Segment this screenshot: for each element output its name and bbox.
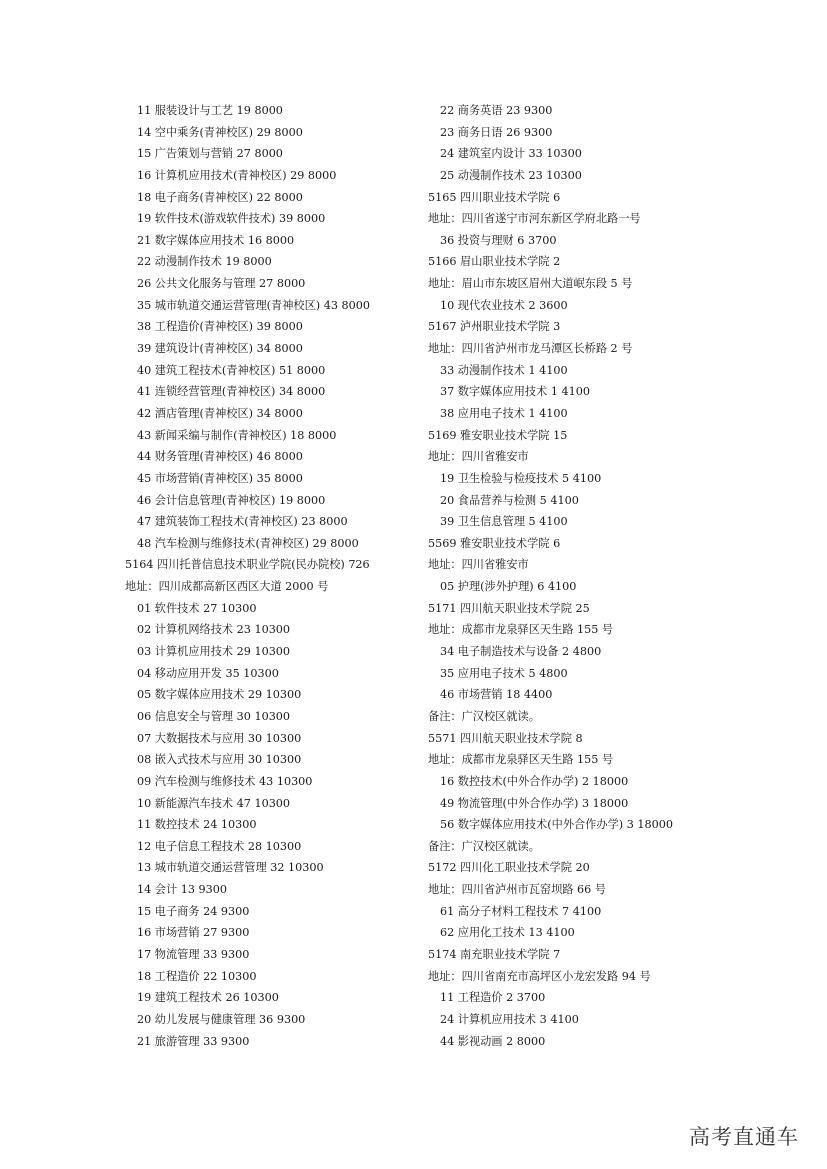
program-line: 22 动漫制作技术 19 8000 xyxy=(137,255,272,269)
program-line: 05 护理(涉外护理) 6 4100 xyxy=(440,580,577,594)
program-line: 36 投资与理财 6 3700 xyxy=(440,233,557,247)
program-line: 14 空中乘务(青神校区) 29 8000 xyxy=(137,125,303,139)
program-line: 09 汽车检测与维修技术 43 10300 xyxy=(137,774,313,788)
program-line: 38 工程造价(青神校区) 39 8000 xyxy=(137,320,303,334)
school-info-line: 地址：四川省遂宁市河东新区学府北路一号 xyxy=(428,212,641,226)
program-line: 24 建筑室内设计 33 10300 xyxy=(440,147,582,161)
program-line: 39 建筑设计(青神校区) 34 8000 xyxy=(137,342,303,356)
school-info-line: 5569 雅安职业技术学院 6 xyxy=(428,536,561,550)
program-line: 19 软件技术(游戏软件技术) 39 8000 xyxy=(137,212,326,226)
program-line: 10 新能源汽车技术 47 10300 xyxy=(137,796,291,810)
program-line: 04 移动应用开发 35 10300 xyxy=(137,666,279,680)
program-line: 47 建筑装饰工程技术(青神校区) 23 8000 xyxy=(137,515,348,529)
school-info-line: 5174 南充职业技术学院 7 xyxy=(428,947,561,961)
program-line: 37 数字媒体应用技术 1 4100 xyxy=(440,385,590,399)
watermark-logo: 高考直通车 xyxy=(689,1125,799,1149)
school-info-line: 地址：四川省雅安市 xyxy=(428,558,529,572)
school-info-line: 5171 四川航天职业技术学院 25 xyxy=(428,601,590,615)
program-line: 18 工程造价 22 10300 xyxy=(137,969,257,983)
program-line: 44 财务管理(青神校区) 46 8000 xyxy=(137,450,303,464)
program-line: 56 数字媒体应用技术(中外合作办学) 3 18000 xyxy=(440,818,673,832)
school-info-line: 5169 雅安职业技术学院 15 xyxy=(428,428,568,442)
program-line: 02 计算机网络技术 23 10300 xyxy=(137,623,291,637)
school-info-line: 5172 四川化工职业技术学院 20 xyxy=(428,861,590,875)
program-line: 33 动漫制作技术 1 4100 xyxy=(440,363,568,377)
program-line: 62 应用化工技术 13 4100 xyxy=(440,926,575,940)
program-line: 11 服装设计与工艺 19 8000 xyxy=(137,104,283,117)
program-line: 16 数控技术(中外合作办学) 2 18000 xyxy=(440,774,629,788)
program-line: 18 电子商务(青神校区) 22 8000 xyxy=(137,190,303,204)
program-line: 24 计算机应用技术 3 4100 xyxy=(440,1012,579,1026)
program-line: 14 会计 13 9300 xyxy=(137,883,227,897)
program-line: 17 物流管理 33 9300 xyxy=(137,947,250,961)
program-line: 01 软件技术 27 10300 xyxy=(137,601,257,615)
school-info-line: 地址：四川省泸州市龙马潭区长桥路 2 号 xyxy=(428,342,633,356)
program-line: 34 电子制造技术与设备 2 4800 xyxy=(440,645,602,659)
program-line: 21 旅游管理 33 9300 xyxy=(137,1034,250,1048)
program-line: 19 卫生检验与检疫技术 5 4100 xyxy=(440,471,602,485)
program-line: 46 市场营销 18 4400 xyxy=(440,688,553,702)
school-info-line: 备注：广汉校区就读。 xyxy=(428,839,540,853)
program-line: 39 卫生信息管理 5 4100 xyxy=(440,515,568,529)
school-info-line: 地址：四川成都高新区西区大道 2000 号 xyxy=(125,580,329,594)
program-line: 16 市场营销 27 9300 xyxy=(137,926,250,940)
school-info-line: 备注：广汉校区就读。 xyxy=(428,709,540,723)
program-line: 22 商务英语 23 9300 xyxy=(440,104,553,117)
program-line: 40 建筑工程技术(青神校区) 51 8000 xyxy=(137,363,326,377)
program-line: 08 嵌入式技术与应用 30 10300 xyxy=(137,753,302,767)
program-line: 10 现代农业技术 2 3600 xyxy=(440,298,568,312)
program-line: 41 连锁经营管理(青神校区) 34 8000 xyxy=(137,385,326,399)
program-line: 15 广告策划与营销 27 8000 xyxy=(137,147,283,161)
school-info-line: 5166 眉山职业技术学院 2 xyxy=(428,255,561,269)
program-line: 20 食品营养与检测 5 4100 xyxy=(440,493,579,507)
school-info-line: 5164 四川托普信息技术职业学院(民办院校) 726 xyxy=(125,558,370,572)
program-line: 44 影视动画 2 8000 xyxy=(440,1034,546,1048)
program-line: 07 大数据技术与应用 30 10300 xyxy=(137,731,302,745)
program-line: 13 城市轨道交通运营管理 32 10300 xyxy=(137,861,324,875)
program-line: 25 动漫制作技术 23 10300 xyxy=(440,168,582,182)
program-line: 35 应用电子技术 5 4800 xyxy=(440,666,568,680)
school-info-line: 地址：四川省雅安市 xyxy=(428,450,529,464)
program-line: 23 商务日语 26 9300 xyxy=(440,125,553,139)
program-line: 03 计算机应用技术 29 10300 xyxy=(137,645,291,659)
program-line: 35 城市轨道交通运营管理(青神校区) 43 8000 xyxy=(137,298,370,312)
program-line: 42 酒店管理(青神校区) 34 8000 xyxy=(137,406,303,420)
school-info-line: 5167 泸州职业技术学院 3 xyxy=(428,320,561,334)
right-column xyxy=(428,100,748,1052)
program-line: 06 信息安全与管理 30 10300 xyxy=(137,709,291,723)
program-line: 43 新闻采编与制作(青神校区) 18 8000 xyxy=(137,428,337,442)
program-line: 48 汽车检测与维修技术(青神校区) 29 8000 xyxy=(137,536,359,550)
school-info-line: 地址：四川省泸州市瓦窑坝路 66 号 xyxy=(428,883,606,897)
program-line: 12 电子信息工程技术 28 10300 xyxy=(137,839,302,853)
program-line: 26 公共文化服务与管理 27 8000 xyxy=(137,277,306,291)
school-info-line: 5165 四川职业技术学院 6 xyxy=(428,190,561,204)
program-line: 19 建筑工程技术 26 10300 xyxy=(137,991,279,1005)
program-line: 11 数控技术 24 10300 xyxy=(137,818,257,832)
left-column xyxy=(125,100,415,1052)
school-info-line: 地址：四川省南充市高坪区小龙宏发路 94 号 xyxy=(428,969,651,983)
program-line: 49 物流管理(中外合作办学) 3 18000 xyxy=(440,796,629,810)
program-line: 46 会计信息管理(青神校区) 19 8000 xyxy=(137,493,326,507)
program-line: 05 数字媒体应用技术 29 10300 xyxy=(137,688,302,702)
program-line: 11 工程造价 2 3700 xyxy=(440,991,546,1005)
program-line: 45 市场营销(青神校区) 35 8000 xyxy=(137,471,303,485)
school-info-line: 地址：成都市龙泉驿区天生路 155 号 xyxy=(428,753,614,767)
school-info-line: 地址：眉山市东坡区眉州大道岷东段 5 号 xyxy=(428,277,633,291)
program-line: 15 电子商务 24 9300 xyxy=(137,904,250,918)
school-info-line: 5571 四川航天职业技术学院 8 xyxy=(428,731,583,745)
program-line: 61 高分子材料工程技术 7 4100 xyxy=(440,904,602,918)
program-line: 20 幼儿发展与健康管理 36 9300 xyxy=(137,1012,306,1026)
program-line: 16 计算机应用技术(青神校区) 29 8000 xyxy=(137,168,337,182)
program-line: 21 数字媒体应用技术 16 8000 xyxy=(137,233,295,247)
program-line: 38 应用电子技术 1 4100 xyxy=(440,406,568,420)
school-info-line: 地址：成都市龙泉驿区天生路 155 号 xyxy=(428,623,614,637)
